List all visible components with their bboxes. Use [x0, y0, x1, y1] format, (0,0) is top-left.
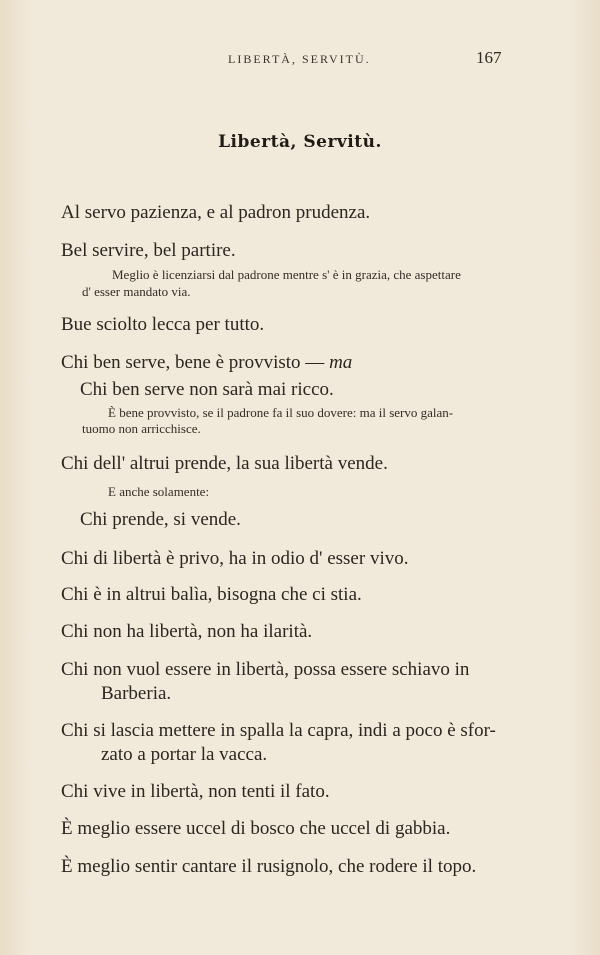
proverb-continuation: zato a portar la vacca.	[101, 744, 268, 765]
proverb: Chi non vuol essere in libertà, possa essere schiavo in	[61, 659, 470, 680]
section-title: Libertà, Servitù.	[218, 132, 382, 152]
proverb-note: E anche solamente:	[108, 484, 210, 499]
proverb	[61, 350, 521, 375]
proverb: Bue sciolto lecca per tutto.	[61, 314, 265, 335]
proverb: Chi è in altrui balìa, bisogna che ci stia.	[61, 584, 362, 605]
proverb: Chi ben serve non sarà mai ricco.	[80, 379, 334, 400]
proverb: È meglio sentir cantare il rusignolo, che rodere il topo.	[61, 856, 477, 877]
proverb: Al servo pazienza, e al padron prudenza.	[61, 202, 371, 223]
proverb-note: È bene provvisto, se il padrone fa il suo dovere: ma il servo galan-	[108, 405, 454, 420]
proverb-conjunction: ma	[329, 352, 353, 373]
proverb-note: Meglio è licenziarsi dal padrone mentre s' è in grazia, che aspettare	[112, 267, 461, 282]
proverb: Chi si lascia mettere in spalla la capra, indi a poco è sfor-	[61, 720, 496, 741]
proverb-text: Chi ben serve, bene è provvisto —	[61, 352, 325, 373]
proverb-note: d' esser mandato via.	[82, 284, 191, 299]
proverb: Chi vive in libertà, non tenti il fato.	[61, 781, 330, 802]
proverb-continuation: Barberia.	[101, 683, 172, 704]
page-number: 167	[476, 48, 502, 67]
proverb: Chi non ha libertà, non ha ilarità.	[61, 621, 313, 642]
running-title: LIBERTÀ, SERVITÙ.	[228, 52, 371, 66]
proverb: Bel servire, bel partire.	[61, 240, 236, 261]
proverb: È meglio essere uccel di bosco che uccel di gabbia.	[61, 818, 451, 839]
proverb: Chi prende, si vende.	[80, 509, 241, 530]
proverb-note: tuomo non arricchisce.	[82, 421, 201, 436]
proverb: Chi dell' altrui prende, la sua libertà vende.	[61, 453, 388, 474]
proverb: Chi di libertà è privo, ha in odio d' esser vivo.	[61, 548, 409, 569]
